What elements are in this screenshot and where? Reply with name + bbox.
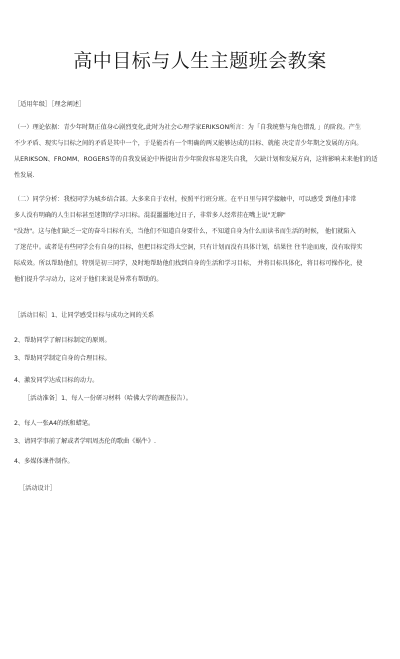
theory-paragraph [14, 123, 386, 180]
analysis-line: 了迷茫中。或者是有些同学会有自身的目标，但把目标定得太空洞，只有计划而没有具体计划，结果往 往半途而废，没有取得实 [14, 244, 363, 251]
analysis-line: 际成效。所以帮助他们，特别是初三同学，及时地帮助他们找到自身的生活和学习目标， 并将目标具体化，将目标可操作化，使 [14, 260, 363, 267]
student-analysis-paragraph [14, 195, 386, 284]
preparation-heading: ［活动准备］1、每人一份研习材料（哈佛大学的调查报告）。 [24, 395, 192, 402]
page-title: 高中目标与人生主题班会教案 [73, 50, 327, 72]
goal-item: 4、激发同学达成目标的动力。 [14, 377, 99, 384]
prep-item: 2、每人一张A4的纸和蜡笔。 [14, 420, 95, 427]
theory-line: 不少矛盾、现实与目标之间的矛盾是其中一个，于是能否有一个明确的两又能够达成的目标、就能 决定青少年期之发展的方向。 [14, 140, 363, 147]
activity-goal-heading: ［活动目标］1、让同学感受目标与成功之间的关系 [14, 312, 155, 319]
analysis-line: 他们提升学习动力，这对于他们来说是异常有帮助的。 [14, 276, 163, 283]
analysis-line: "没劲"。这与他们缺乏一定的奋斗目标有关，当他们不知道自身要什么，不知道自身为什么而读书而生活的时候， 他们就陷入 [14, 228, 356, 235]
prep-item: 3、请同学事前了解或者学唱周杰伦的歌曲《蜗牛》. [14, 438, 157, 445]
analysis-line: （二）同学分析：我校同学为城乡结合部。大多来自于农村，按照平行班分班。在平日里与同学接触中，可以感受 到他们非常 [14, 196, 357, 203]
theory-line: 性发展. [14, 172, 35, 179]
activity-design-heading: ［活动设计］ [19, 485, 57, 492]
analysis-line: 多人没有明确的人生目标甚至迷期的学习目标。混混噩噩地过日子，非常多人经常挂在嘴上说"无聊" [14, 212, 286, 219]
goal-item: 2、帮助同学了解目标制定的原则。 [14, 337, 111, 344]
applicable-grade-heading: ［适用年级］［理念阐述］ [14, 101, 86, 108]
theory-line: （一）理论依据：青少年时期正值身心剧烈变化,此时为社会心理学家ERIKSON所言：为「自我统整与角色错乱 」的阶段。产生 [14, 124, 362, 131]
prep-item: 4、多媒体课件制作。 [14, 458, 74, 465]
goal-item: 3、帮助同学制定自身的合理目标。 [14, 355, 111, 362]
theory-line: 从ERIKSON、FROMM、ROGERS等的自我发展论中皆提出青少年阶段容易迷失自我， 欠缺计划和发展方向，这将影响未来他们的适 [14, 156, 378, 163]
